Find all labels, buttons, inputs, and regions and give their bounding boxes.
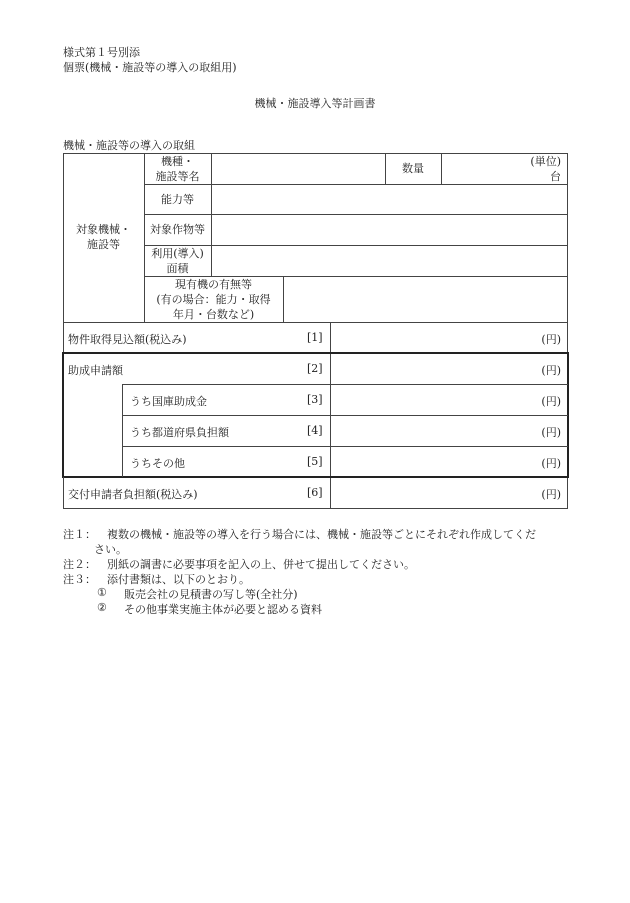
attachment-1-text: 販売会社の見積書の写し等(全社分) — [124, 588, 298, 601]
target-crop-label: 対象作物等 — [150, 223, 205, 236]
capacity-label: 能力等 — [161, 193, 194, 206]
subsidy-request-label: 助成申請額 — [68, 364, 123, 377]
applicant-share-label: 交付申請者負担額(税込み) — [68, 488, 198, 501]
note-3-text: 添付書類は、以下のとおり。 — [107, 573, 250, 586]
ref-3: [3] — [307, 393, 323, 406]
note-1-continued: さい。 — [94, 543, 127, 556]
applicant-share-field[interactable]: (円) — [541, 488, 561, 501]
attachment-2-text: その他事業実施主体が必要と認める資料 — [124, 603, 322, 616]
existing-machine-field[interactable] — [284, 277, 567, 322]
section-title: 機械・施設等の導入の取組 — [63, 139, 195, 152]
ref-5: [5] — [307, 455, 323, 468]
note-3-label: 注３： — [63, 573, 96, 586]
national-subsidy-label: うち国庫助成金 — [130, 395, 207, 408]
prefecture-share-field[interactable]: (円) — [541, 426, 561, 439]
quantity-label: 数量 — [402, 162, 424, 175]
note-2-label: 注２： — [63, 558, 96, 571]
note-1-label: 注１： — [63, 528, 96, 541]
existing-machine-label: 現有機の有無等 (有の場合：能力・取得 年月・台数など) — [156, 278, 271, 321]
other-share-label: うちその他 — [130, 457, 185, 470]
document-title: 機械・施設導入等計画書 — [254, 97, 376, 110]
model-name-label: 機種・ 施設等名 — [155, 155, 200, 183]
form-number: 様式第１号別添 — [63, 46, 140, 59]
target-group-label: 対象機械・ 施設等 — [76, 223, 131, 251]
quantity-field[interactable] — [442, 154, 567, 184]
prefecture-share-label: うち都道府県負担額 — [130, 426, 229, 439]
model-name-field[interactable] — [212, 154, 385, 184]
form-subtitle: 個票(機械・施設等の導入の取組用) — [63, 61, 237, 74]
attachment-2-number: ② — [97, 601, 107, 614]
ref-2: [2] — [307, 362, 323, 375]
usage-area-label: 利用(導入) 面積 — [151, 247, 204, 275]
note-1-text: 複数の機械・施設等の導入を行う場合には、機械・施設等ごとにそれぞれ作成してくだ — [107, 528, 536, 541]
acquisition-amount-field[interactable]: (円) — [541, 333, 561, 346]
subsidy-request-field[interactable]: (円) — [541, 364, 561, 377]
other-share-field[interactable]: (円) — [541, 457, 561, 470]
attachment-1-number: ① — [97, 586, 107, 599]
unit-label: (単位) 台 — [530, 155, 561, 183]
national-subsidy-field[interactable]: (円) — [541, 395, 561, 408]
target-crop-field[interactable] — [212, 215, 567, 245]
ref-4: [4] — [307, 424, 323, 437]
ref-6: [6] — [307, 486, 323, 499]
acquisition-amount-label: 物件取得見込額(税込み) — [68, 333, 187, 346]
capacity-field[interactable] — [212, 185, 567, 214]
usage-area-field[interactable] — [212, 246, 567, 276]
note-2-text: 別紙の調書に必要事項を記入の上、併せて提出してください。 — [107, 558, 415, 571]
ref-1: [1] — [307, 331, 323, 344]
